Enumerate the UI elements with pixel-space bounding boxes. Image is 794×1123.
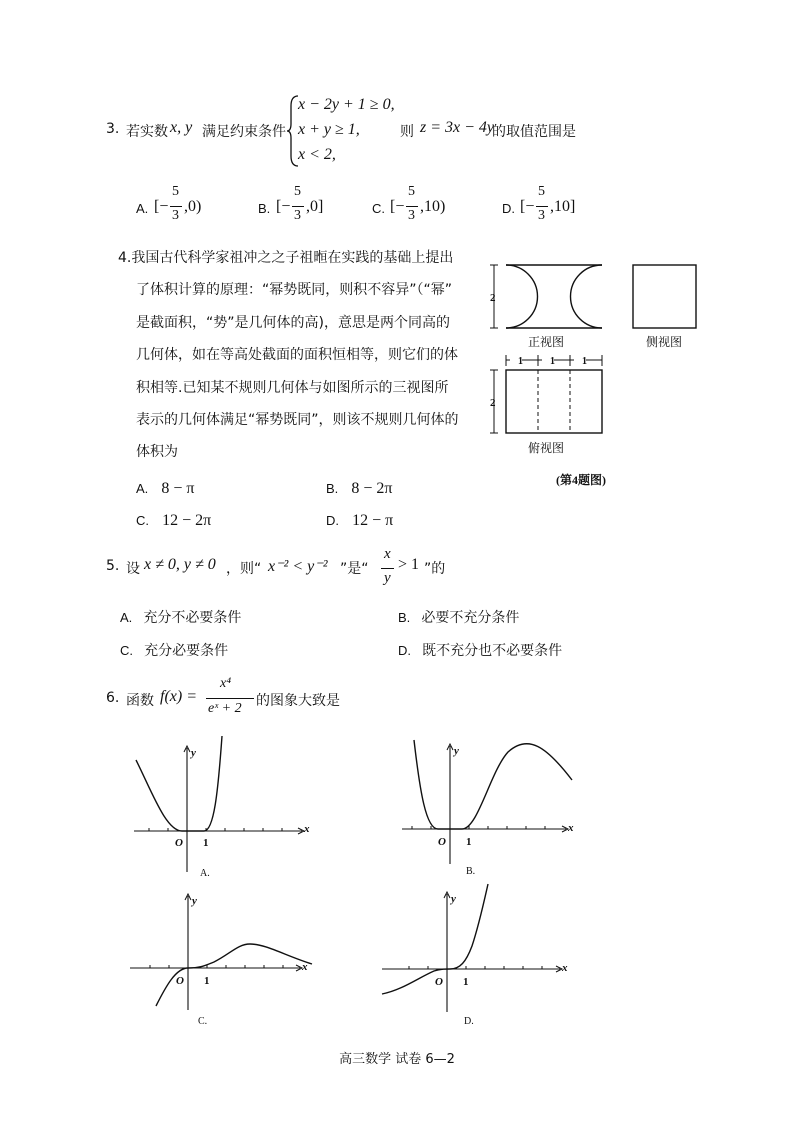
origin-label: O xyxy=(438,836,446,848)
front-dim-label: 2 xyxy=(490,292,496,304)
origin-label: O xyxy=(176,975,184,987)
q5-tail: ”的 xyxy=(424,561,446,577)
fraction-bar xyxy=(170,206,182,207)
q6-tail: 的图象大致是 xyxy=(256,693,340,709)
q4-line-7: 体积为 xyxy=(136,444,178,460)
q5-frac-num: x xyxy=(384,546,391,562)
graph-letter: D. xyxy=(464,1016,474,1027)
graph-b-curve xyxy=(414,740,572,829)
graph-letter: B. xyxy=(466,866,476,877)
q5-option-d[interactable] xyxy=(398,640,562,660)
q5-number: 5. xyxy=(106,558,120,574)
front-view xyxy=(506,265,602,328)
option-letter: B. xyxy=(258,201,271,216)
axis-x-label: x xyxy=(562,962,568,974)
q4-option-c[interactable] xyxy=(136,510,211,530)
option-frac-num: 5 xyxy=(294,184,301,199)
tick-label: 1 xyxy=(466,836,472,848)
q3-then: 则 xyxy=(400,124,414,140)
option-left: [− xyxy=(390,198,405,215)
option-letter: A. xyxy=(136,201,149,216)
q3-vars: x, y xyxy=(170,119,193,136)
axis-y-label: y xyxy=(454,745,459,757)
top-view xyxy=(506,370,602,433)
origin-label: O xyxy=(435,976,443,988)
option-letter: A. xyxy=(120,610,133,625)
fraction-bar xyxy=(381,568,394,569)
q4-line-6: 表示的几何体满足“幂势既同”，则该不规则几何体的 xyxy=(136,412,459,428)
q6-graph-c[interactable] xyxy=(126,886,316,1036)
axis-x-label: x xyxy=(304,823,310,835)
fraction-bar xyxy=(536,206,548,207)
q5-gt: > 1 xyxy=(398,556,420,573)
q5-cond: x ≠ 0, y ≠ 0 xyxy=(144,556,216,573)
option-letter: D. xyxy=(502,201,515,216)
tick-label: 1 xyxy=(463,976,469,988)
option-frac-den: 3 xyxy=(294,208,301,223)
q6-graph-b[interactable] xyxy=(398,732,580,882)
q5-then: ，则“ xyxy=(226,561,262,577)
option-letter: C. xyxy=(372,201,385,216)
q5-option-b[interactable] xyxy=(398,607,519,627)
q3-tail: 的取值范围是 xyxy=(492,124,576,140)
option-frac-num: 5 xyxy=(538,184,545,199)
option-left: [− xyxy=(520,198,535,215)
q5-is: ”是“ xyxy=(340,561,369,577)
q3-cond-text: 满足约束条件 xyxy=(202,124,286,140)
q3-constraint-2: x + y ≥ 1, xyxy=(298,121,360,138)
option-frac-den: 3 xyxy=(172,208,179,223)
q3-constraint-3: x < 2, xyxy=(298,146,336,163)
option-right: ,10] xyxy=(550,198,576,215)
tick-label: 1 xyxy=(203,837,209,849)
option-text: 必要不充分条件 xyxy=(421,610,520,626)
q5-lead: 设 xyxy=(126,561,140,577)
q3-number: 3. xyxy=(106,121,120,137)
fraction-bar xyxy=(206,698,254,699)
axis-x-label: x xyxy=(302,961,308,973)
option-letter: B. xyxy=(326,481,339,496)
option-letter: B. xyxy=(398,610,411,625)
axis-y-label: y xyxy=(192,895,197,907)
q4-option-a[interactable] xyxy=(136,478,195,498)
q4-option-d[interactable] xyxy=(326,510,393,530)
front-view-label: 正视图 xyxy=(528,335,565,349)
option-text: 12 − π xyxy=(352,512,394,529)
fraction-bar xyxy=(292,206,304,207)
top-view-label: 俯视图 xyxy=(528,441,565,455)
q3-z-expr: z = 3x − 4y xyxy=(420,119,495,136)
option-text: 12 − 2π xyxy=(162,512,212,529)
option-left: [− xyxy=(276,198,291,215)
option-right: ,0) xyxy=(184,198,202,215)
axis-y-label: y xyxy=(191,747,196,759)
option-frac-num: 5 xyxy=(408,184,415,199)
fraction-bar xyxy=(406,206,418,207)
option-letter: A. xyxy=(136,481,149,496)
q4-line-2: 了体积计算的原理：“幂势既同，则积不容异”（“幂” xyxy=(136,282,453,298)
option-frac-num: 5 xyxy=(172,184,179,199)
graph-letter: A. xyxy=(200,868,210,879)
option-frac-den: 3 xyxy=(408,208,415,223)
top-seg-label-1: 1 xyxy=(518,356,523,367)
q6-number: 6. xyxy=(106,690,120,706)
q6-frac-num: x⁴ xyxy=(220,676,232,691)
page-footer: 高三数学 试卷 6—2 xyxy=(339,1052,455,1067)
option-letter: C. xyxy=(120,643,133,658)
q4-line-5: 积相等.已知某不规则几何体与如图所示的三视图所 xyxy=(136,380,449,396)
q5-frac-den: y xyxy=(384,570,391,586)
top-seg-label-3: 1 xyxy=(582,356,587,367)
option-letter: C. xyxy=(136,513,149,528)
option-text: 既不充分也不必要条件 xyxy=(422,643,563,659)
option-right: ,10) xyxy=(420,198,446,215)
q4-line-4: 几何体，如在等高处截面的面积恒相等，则它们的体 xyxy=(136,347,458,363)
q5-expr1: x⁻² < y⁻² xyxy=(268,558,328,575)
q6-graph-a[interactable] xyxy=(130,732,310,882)
option-left: [− xyxy=(154,198,169,215)
side-view-label: 侧视图 xyxy=(646,335,683,349)
q6-frac-den: eˣ + 2 xyxy=(208,701,242,716)
q3-lead: 若实数 xyxy=(126,124,168,140)
option-text: 充分不必要条件 xyxy=(143,610,242,626)
q3-constraint-1: x − 2y + 1 ≥ 0, xyxy=(298,96,395,113)
option-letter: D. xyxy=(398,643,411,658)
option-text: 充分必要条件 xyxy=(144,643,229,659)
graph-letter: C. xyxy=(198,1016,208,1027)
option-text: 8 − π xyxy=(161,480,195,497)
option-right: ,0] xyxy=(306,198,324,215)
q4-option-b[interactable] xyxy=(326,478,393,498)
q5-option-a[interactable] xyxy=(120,607,241,627)
option-text: 8 − 2π xyxy=(351,480,393,497)
axis-y-label: y xyxy=(451,893,456,905)
q5-option-c[interactable] xyxy=(120,640,228,660)
graph-a-curve xyxy=(136,736,222,831)
option-frac-den: 3 xyxy=(538,208,545,223)
axis-x-label: x xyxy=(568,822,574,834)
tick-label: 1 xyxy=(204,975,210,987)
q6-fx: f(x) = xyxy=(160,688,197,705)
q6-lead: 函数 xyxy=(126,693,154,709)
side-view xyxy=(633,265,696,328)
q6-graph-d[interactable] xyxy=(378,882,572,1032)
top-seg-label-2: 1 xyxy=(550,356,555,367)
q4-line-1: 4.我国古代科学家祖冲之之子祖暅在实践的基础上提出 xyxy=(118,250,454,266)
figure-caption: (第4题图) xyxy=(556,473,606,487)
top-dim-label: 2 xyxy=(490,397,496,409)
option-letter: D. xyxy=(326,513,339,528)
q4-three-view-figure xyxy=(486,258,706,494)
origin-label: O xyxy=(175,837,183,849)
q4-line-3: 是截面积，“势”是几何体的高)，意思是两个同高的 xyxy=(136,315,450,331)
